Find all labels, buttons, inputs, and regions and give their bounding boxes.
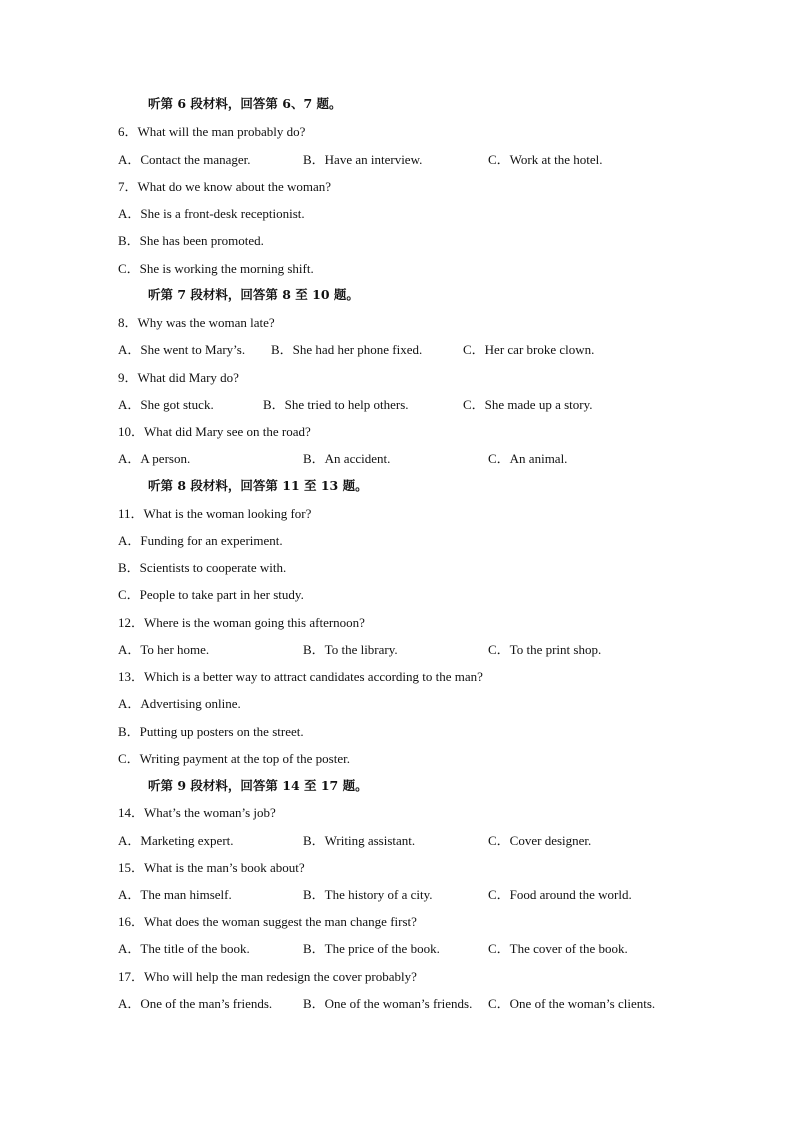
question-stem: 16．What does the woman suggest the man change first? [118, 914, 417, 929]
option-c: C．To the print shop. [488, 642, 602, 657]
option-a: A．Funding for an experiment. [118, 533, 283, 548]
option-a: A．Marketing expert. [118, 833, 234, 848]
question-stem: 13．Which is a better way to attract candidates according to the man? [118, 669, 483, 684]
question-stem: 10．What did Mary see on the road? [118, 424, 311, 439]
options-row [118, 449, 754, 469]
options-row [118, 939, 754, 959]
question-stem: 7．What do we know about the woman? [118, 179, 332, 194]
section-heading: 听第 9 段材料，回答第 14 至 17 题。 [148, 778, 368, 793]
option-a: A．Advertising online. [118, 696, 241, 711]
option-c: C．Work at the hotel. [488, 152, 603, 167]
option-c: C．People to take part in her study. [118, 587, 304, 602]
question-stem: 14．What’s the woman’s job? [118, 805, 276, 820]
option-b: B．The price of the book. [303, 941, 440, 956]
section-heading: 听第 6 段材料，回答第 6、7 题。 [148, 96, 342, 111]
option-b: B．An accident. [303, 451, 391, 466]
option-a: A．One of the man’s friends. [118, 996, 273, 1011]
options-row [118, 994, 754, 1014]
option-a: A．She went to Mary’s. [118, 342, 246, 357]
option-c: C．Food around the world. [488, 887, 632, 902]
option-a: A．A person. [118, 451, 191, 466]
question-stem: 11．What is the woman looking for? [118, 506, 312, 521]
section-heading: 听第 8 段材料，回答第 11 至 13 题。 [148, 478, 368, 493]
option-a: A．The man himself. [118, 887, 232, 902]
options-row [118, 831, 754, 851]
option-a: A．Contact the manager. [118, 152, 251, 167]
question-stem: 6．What will the man probably do? [118, 124, 306, 139]
option-a: A．The title of the book. [118, 941, 250, 956]
option-a: A．She got stuck. [118, 397, 214, 412]
option-b: B．Scientists to cooperate with. [118, 560, 287, 575]
options-row [118, 885, 754, 905]
option-c: C．Writing payment at the top of the poster. [118, 751, 350, 766]
option-c: C．Her car broke clown. [463, 342, 595, 357]
question-stem: 15．What is the man’s book about? [118, 860, 305, 875]
options-row [118, 150, 754, 170]
option-b: B．To the library. [303, 642, 398, 657]
question-stem: 9．What did Mary do? [118, 370, 239, 385]
question-stem: 17．Who will help the man redesign the cover probably? [118, 969, 417, 984]
option-a: A．To her home. [118, 642, 210, 657]
section-heading: 听第 7 段材料，回答第 8 至 10 题。 [148, 287, 359, 302]
option-c: C．She is working the morning shift. [118, 261, 314, 276]
option-b: B．One of the woman’s friends. [303, 996, 473, 1011]
options-row [118, 340, 754, 360]
option-b: B．Writing assistant. [303, 833, 416, 848]
options-row [118, 640, 754, 660]
option-b: B．Have an interview. [303, 152, 423, 167]
options-row [118, 395, 754, 415]
option-c: C．One of the woman’s clients. [488, 996, 656, 1011]
option-c: C．Cover designer. [488, 833, 592, 848]
option-b: B．She has been promoted. [118, 233, 264, 248]
option-a: A．She is a front-desk receptionist. [118, 206, 305, 221]
option-c: C．An animal. [488, 451, 568, 466]
option-b: B．She had her phone fixed. [271, 342, 423, 357]
option-b: B．She tried to help others. [263, 397, 409, 412]
option-b: B．The history of a city. [303, 887, 433, 902]
question-stem: 8．Why was the woman late? [118, 315, 275, 330]
option-b: B．Putting up posters on the street. [118, 724, 304, 739]
option-c: C．The cover of the book. [488, 941, 628, 956]
option-c: C．She made up a story. [463, 397, 593, 412]
question-stem: 12．Where is the woman going this afternoon? [118, 615, 365, 630]
